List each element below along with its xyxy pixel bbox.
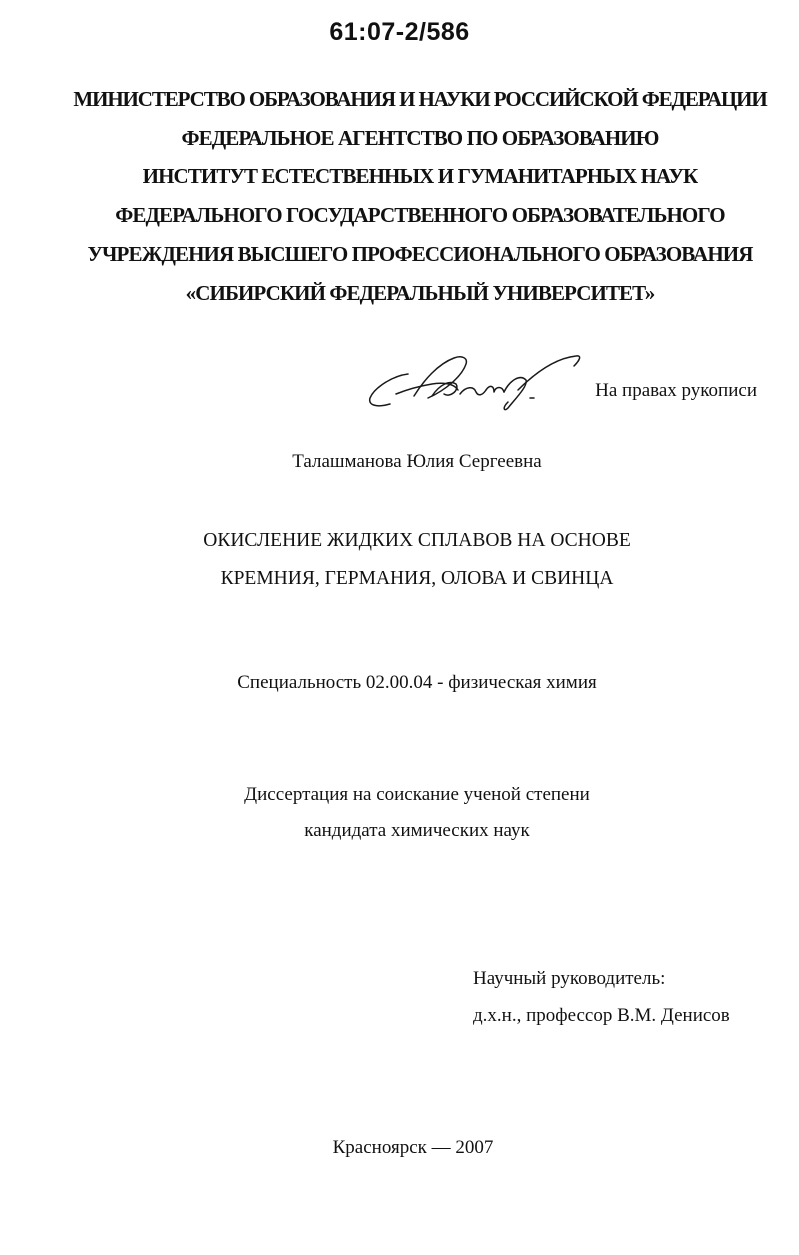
institution-header (0, 80, 799, 312)
document-code: 61:07-2/586 (329, 18, 470, 46)
title-line: КРЕМНИЯ, ГЕРМАНИЯ, ОЛОВА И СВИНЦА (220, 568, 614, 589)
supervisor-name: д.х.н., профессор В.М. Денисов (473, 1005, 730, 1026)
city-year: Красноярск — 2007 (332, 1137, 494, 1158)
manuscript-rights: На правах рукописи (595, 380, 757, 401)
specialty: Специальность 02.00.04 - физическая химия (237, 672, 597, 693)
degree-statement (0, 777, 799, 849)
header-line: ФЕДЕРАЛЬНОГО ГОСУДАРСТВЕННОГО ОБРАЗОВАТЕЛЬНОГО (115, 203, 725, 228)
header-line: ФЕДЕРАЛЬНОЕ АГЕНТСТВО ПО ОБРАЗОВАНИЮ (181, 125, 659, 150)
header-line: ИНСТИТУТ ЕСТЕСТВЕННЫХ И ГУМАНИТАРНЫХ НАУК (142, 164, 698, 189)
dissertation-title (0, 522, 799, 598)
degree-line: Диссертация на соискание ученой степени (244, 784, 590, 805)
header-line: «СИБИРСКИЙ ФЕДЕРАЛЬНЫЙ УНИВЕРСИТЕТ» (185, 280, 655, 305)
supervisor-block (473, 960, 730, 1034)
header-line: УЧРЕЖДЕНИЯ ВЫСШЕГО ПРОФЕССИОНАЛЬНОГО ОБРАЗОВАНИЯ (87, 241, 753, 266)
supervisor-label: Научный руководитель: (473, 968, 666, 989)
handwritten-signature (362, 350, 587, 418)
header-line: МИНИСТЕРСТВО ОБРАЗОВАНИЯ И НАУКИ РОССИЙСКОЙ ФЕДЕРАЦИИ (73, 87, 767, 111)
author-name: Талашманова Юлия Сергеевна (292, 451, 542, 472)
degree-line: кандидата химических наук (304, 820, 530, 841)
title-line: ОКИСЛЕНИЕ ЖИДКИХ СПЛАВОВ НА ОСНОВЕ (203, 530, 631, 551)
